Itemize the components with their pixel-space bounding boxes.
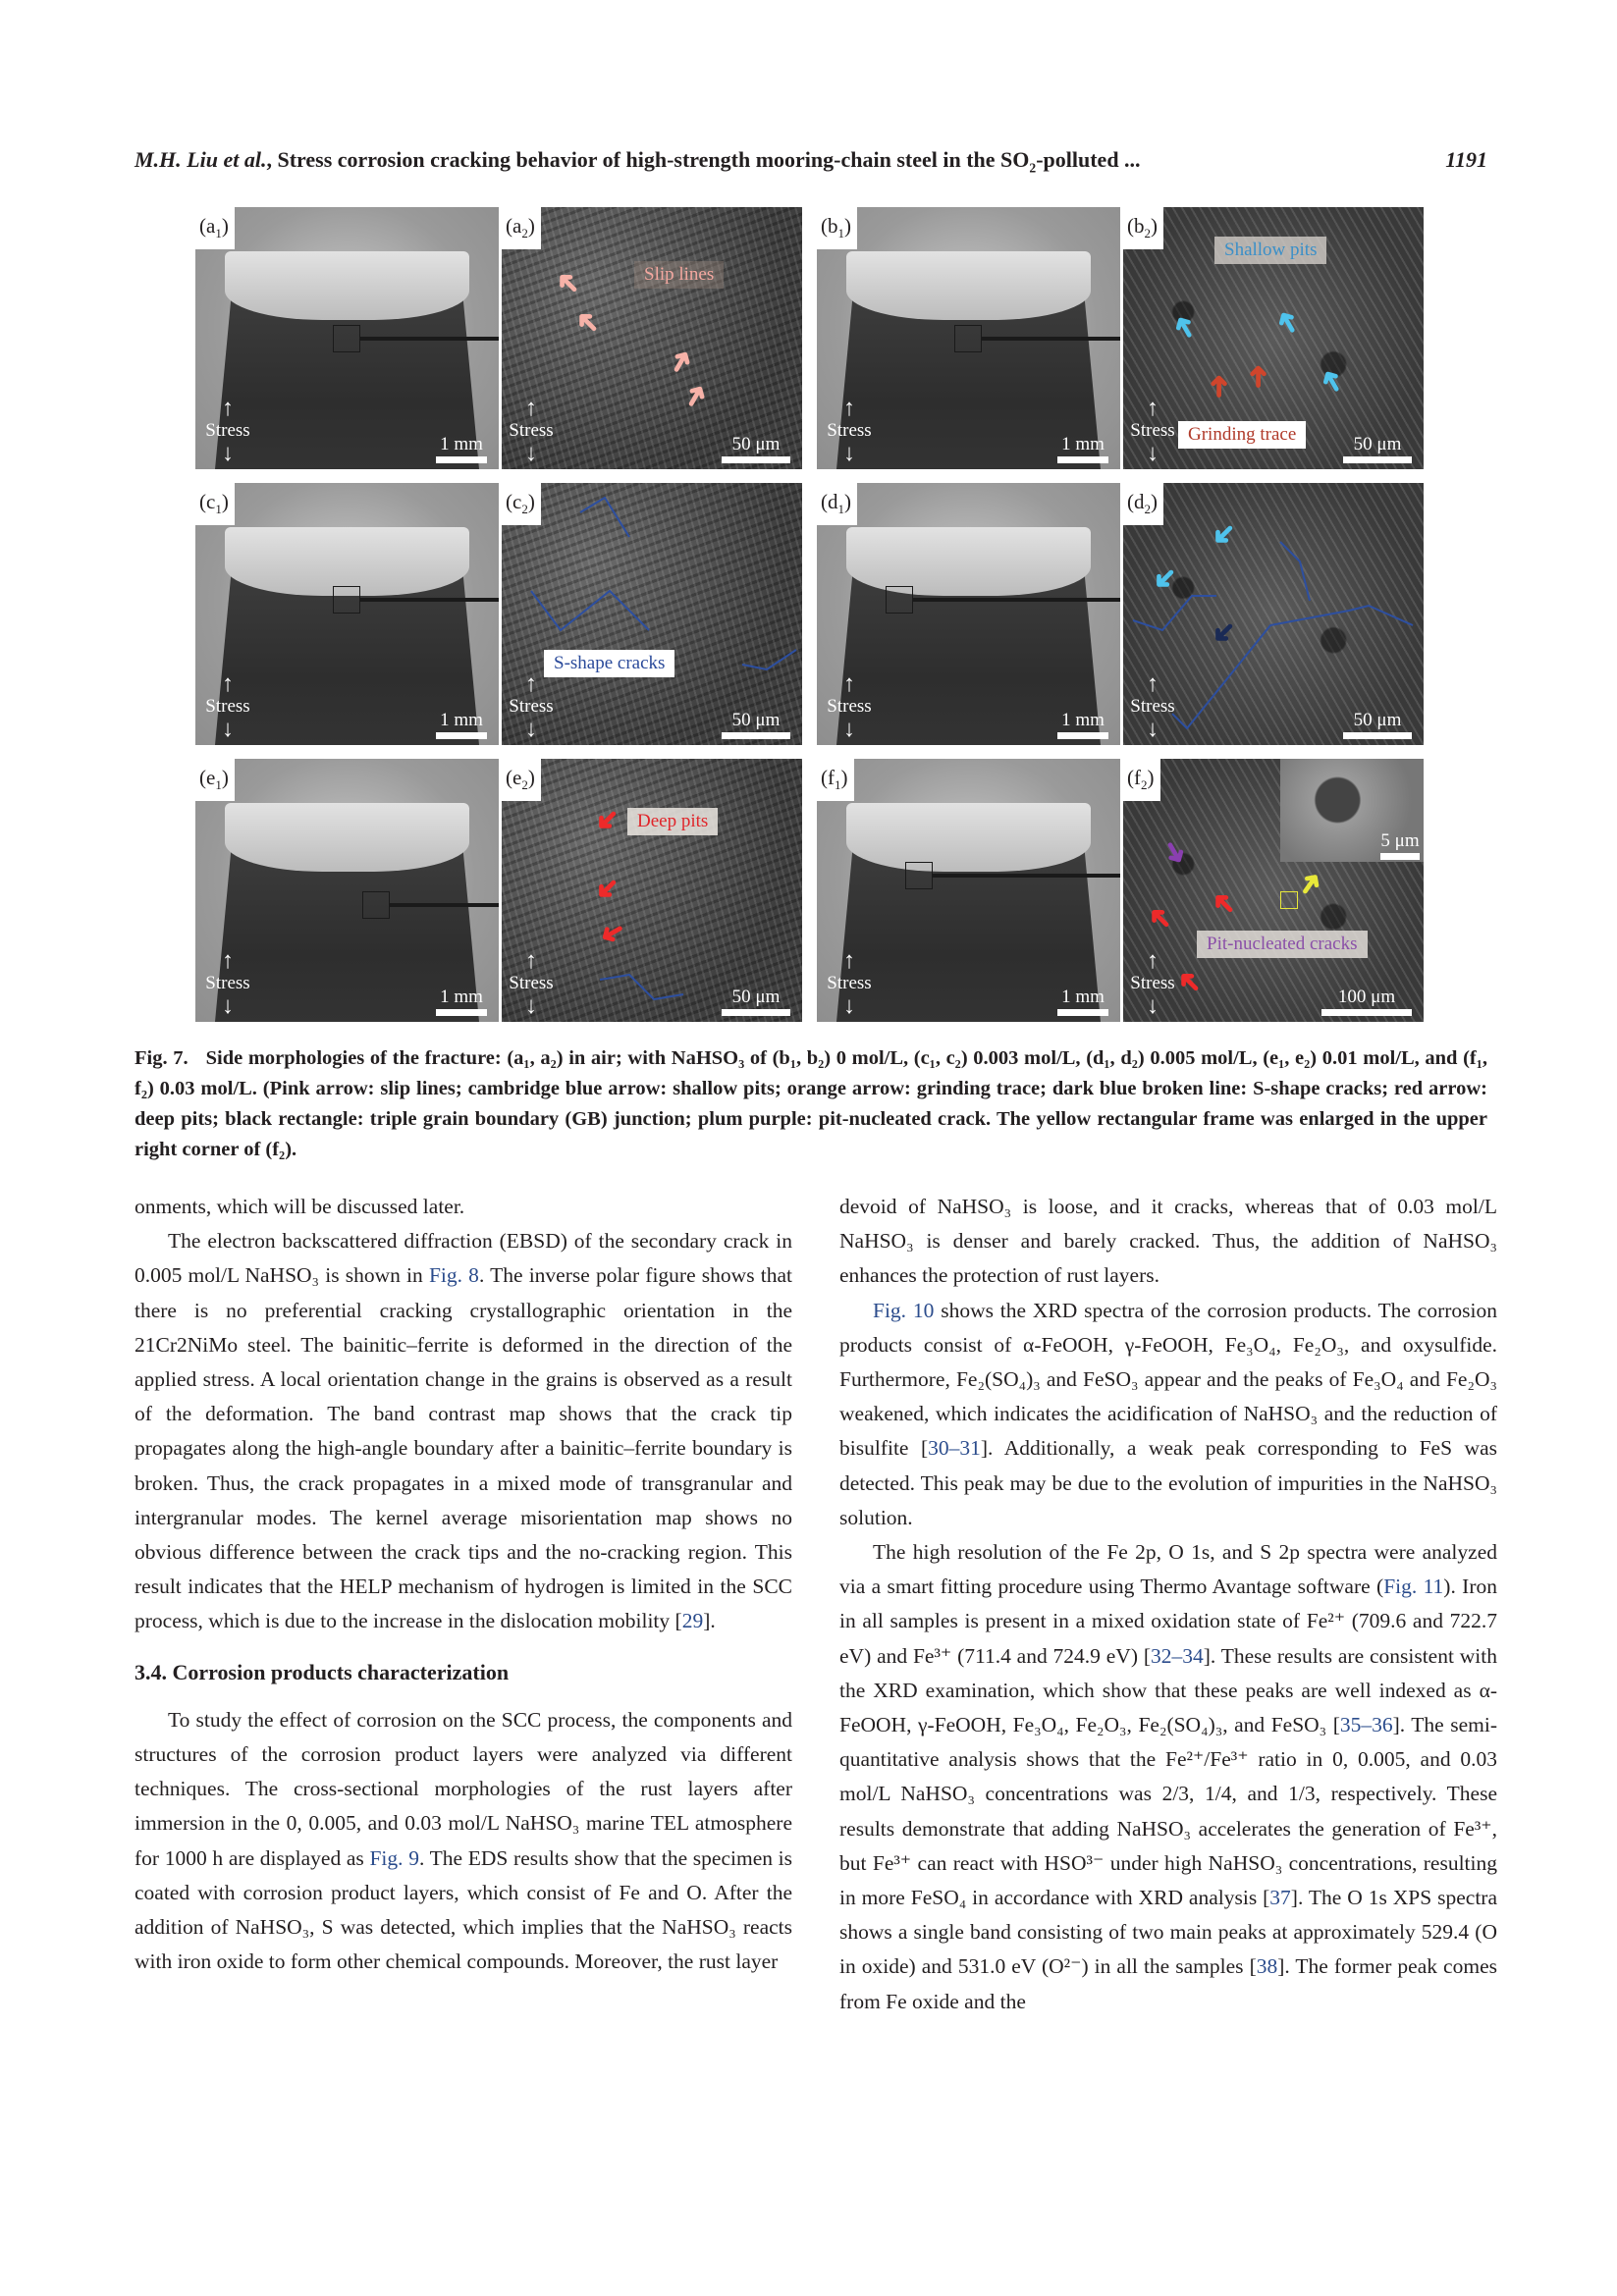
connector-line bbox=[390, 903, 499, 907]
fracture-surface bbox=[846, 251, 1091, 320]
panel-label: $(b_2)$ bbox=[1123, 207, 1163, 249]
arrow-up-icon: ↑ bbox=[222, 396, 234, 421]
panel-label: $(f_2)$ bbox=[1123, 759, 1160, 801]
arrow-down-icon: ↓ bbox=[1147, 717, 1159, 742]
scale-bar-label: 5 μm bbox=[1380, 830, 1420, 851]
annotation-label: Pit-nucleated cracks bbox=[1197, 931, 1368, 958]
crack-path bbox=[1280, 542, 1310, 601]
arrow-down-icon: ↓ bbox=[1147, 993, 1159, 1019]
stress-label: Stress bbox=[509, 696, 554, 717]
sem-panel-d2 bbox=[1123, 483, 1424, 745]
region-of-interest-box bbox=[954, 325, 982, 352]
scale-bar-label: 50 μm bbox=[731, 710, 781, 730]
annotation-arrow-icon: ➜ bbox=[1267, 303, 1309, 342]
figure-link[interactable]: Fig. 9 bbox=[369, 1845, 419, 1870]
arrow-up-icon: ↑ bbox=[843, 948, 855, 974]
panel-label: $(f_1)$ bbox=[817, 759, 854, 801]
stress-label: Stress bbox=[1130, 696, 1175, 717]
stress-label: Stress bbox=[205, 973, 250, 993]
annotation-label: S-shape cracks bbox=[544, 650, 674, 677]
annotation-label: Grinding trace bbox=[1178, 421, 1306, 449]
scale-bar bbox=[1057, 710, 1108, 739]
sem-panel-e1 bbox=[195, 759, 499, 1022]
arrow-down-icon: ↓ bbox=[843, 993, 855, 1019]
figure-link[interactable]: Fig. 11 bbox=[1383, 1575, 1444, 1599]
running-head-authors: M.H. Liu et al. bbox=[135, 147, 267, 172]
stress-direction-indicator bbox=[820, 949, 879, 1018]
stress-label: Stress bbox=[205, 420, 250, 441]
scale-bar bbox=[1057, 434, 1108, 463]
connector-line bbox=[913, 598, 1120, 602]
scale-bar-label: 1 mm bbox=[440, 434, 483, 454]
scale-bar-label: 50 μm bbox=[731, 434, 781, 454]
paragraph: The electron backscattered diffraction (EBSD) of the secondary crack in 0.005 mol/L NaHSO₃ is shown in Fig. 8. The inverse polar figure shows that there is no preferential cracking crystallographic orientation in the 21Cr2NiMo steel. The bainitic–ferrite is deformed in the direction of the applied stress. A local orientation change in the grains is observed as a result of the deformation. The band contrast map shows that the crack tip propagates along the high-angle boundary after a bainitic–ferrite boundary is broken. Thus, the crack propagates in a mixed mode of transgranular and intergranular modes. The kernel average misorientation map shows no obvious difference between the crack tips and the no-cracking region. This result indicates that the HELP mechanism of hydrogen is limited in the SCC process, which is due to the increase in the dislocation mobility [29]. bbox=[135, 1229, 792, 1633]
panel-label: $(a_1)$ bbox=[195, 207, 235, 249]
sem-panel-f1 bbox=[817, 759, 1120, 1022]
connector-line bbox=[360, 598, 499, 602]
running-head bbox=[135, 147, 1487, 177]
crack-path bbox=[742, 650, 796, 669]
citation-link[interactable]: 29 bbox=[681, 1609, 704, 1633]
stress-label: Stress bbox=[827, 420, 872, 441]
annotation-arrow-icon: ➜ bbox=[1163, 308, 1206, 347]
scale-bar bbox=[436, 434, 487, 463]
panel-label: $(d_2)$ bbox=[1123, 483, 1163, 525]
region-of-interest-box bbox=[905, 862, 933, 889]
sem-panel-c2 bbox=[502, 483, 802, 745]
arrow-up-icon: ↑ bbox=[1147, 671, 1159, 697]
annotation-arrow-icon: ➜ bbox=[1154, 833, 1196, 872]
annotation-arrow-icon: ➜ bbox=[1204, 612, 1245, 654]
citation-link[interactable]: 35–36 bbox=[1339, 1713, 1393, 1737]
figure-7 bbox=[195, 207, 1425, 1022]
scale-bar bbox=[1321, 987, 1412, 1016]
panel-label: $(c_2)$ bbox=[502, 483, 541, 525]
scale-bar-label: 1 mm bbox=[1061, 710, 1105, 730]
stress-direction-indicator bbox=[820, 397, 879, 465]
right-column bbox=[839, 1190, 1497, 2019]
panel-label: $(e_1)$ bbox=[195, 759, 235, 801]
stress-label: Stress bbox=[1130, 420, 1175, 441]
fracture-surface bbox=[225, 251, 469, 320]
paragraph: The high resolution of the Fe 2p, O 1s, and S 2p spectra were analyzed via a smart fitting procedure using Thermo Avantage software (Fig. 11). Iron in all samples is present in a mixed oxidation state of Fe²⁺ (709.6 and 722.7 eV) and Fe³⁺ (711.4 and 724.9 eV) [32–34]. These results are consistent with the XRD examination, which show that these peaks are well indexed as α-FeOOH, γ-FeOOH, Fe₃O₄, Fe₂O₃, Fe₂(SO₄)₃, and FeSO₃ [35–36]. The semi-quantitative analysis shows that the Fe²⁺/Fe³⁺ ratio in 0, 0.005, and 0.03 mol/L NaHSO₃ concentrations was 2/3, 1/4, and 1/3, respectively. These results demonstrate that adding NaHSO₃ accelerates the generation of Fe³⁺, but Fe³⁺ can react with HSO³⁻ under high NaHSO₃ concentrations, resulting in more FeSO₄ in accordance with XRD analysis [37]. The O 1s XPS spectra shows a single band consisting of two main peaks at approximately 529.4 (O in oxide) and 531.0 eV (O²⁻) in all the samples [38]. The former peak comes from Fe oxide and the bbox=[839, 1540, 1498, 2013]
left-column bbox=[135, 1190, 792, 1979]
sem-panel-f2 bbox=[1123, 759, 1424, 1022]
arrow-down-icon: ↓ bbox=[843, 441, 855, 466]
annotation-arrow-icon: ➜ bbox=[587, 868, 628, 910]
citation-link[interactable]: 32–34 bbox=[1150, 1643, 1204, 1668]
scale-bar bbox=[436, 987, 487, 1016]
stress-label: Stress bbox=[827, 973, 872, 993]
stress-direction-indicator bbox=[820, 672, 879, 741]
scale-bar-label: 1 mm bbox=[440, 710, 483, 730]
region-of-interest-box bbox=[333, 325, 360, 352]
panel-label: $(d_1)$ bbox=[817, 483, 857, 525]
stress-label: Stress bbox=[1130, 973, 1175, 993]
arrow-up-icon: ↑ bbox=[1147, 948, 1159, 974]
paragraph: devoid of NaHSO₃ is loose, and it cracks, whereas that of 0.03 mol/L NaHSO₃ is denser and barely cracked. Thus, the addition of NaHSO₃ enhances the protection of rust layers. bbox=[839, 1195, 1497, 1288]
panel-label: $(c_1)$ bbox=[195, 483, 235, 525]
region-of-interest-box bbox=[333, 586, 360, 614]
stress-label: Stress bbox=[205, 696, 250, 717]
figure-link[interactable]: Fig. 10 bbox=[873, 1298, 935, 1322]
annotation-arrow-icon: ➜ bbox=[1204, 513, 1245, 556]
annotation-arrow-icon: ➜ bbox=[660, 343, 702, 381]
fracture-surface bbox=[846, 803, 1091, 872]
figure-number: Fig. 7. bbox=[135, 1047, 189, 1069]
annotation-arrow-icon: ➜ bbox=[1242, 363, 1275, 390]
stress-direction-indicator bbox=[198, 949, 257, 1018]
paragraph: onments, which will be discussed later. bbox=[135, 1195, 465, 1218]
stress-label: Stress bbox=[827, 696, 872, 717]
arrow-up-icon: ↑ bbox=[525, 396, 537, 421]
stress-label: Stress bbox=[509, 973, 554, 993]
fracture-surface bbox=[225, 803, 469, 872]
stress-direction-indicator bbox=[502, 397, 561, 465]
inset-scale-bar bbox=[1380, 830, 1420, 860]
sem-panel-d1 bbox=[817, 483, 1120, 745]
annotation-arrow-icon: ➜ bbox=[1140, 897, 1181, 939]
citation-link[interactable]: 30–31 bbox=[928, 1436, 981, 1461]
arrow-down-icon: ↓ bbox=[1147, 441, 1159, 466]
scale-bar-label: 1 mm bbox=[440, 987, 483, 1007]
annotation-arrow-icon: ➜ bbox=[1169, 961, 1211, 1003]
arrow-down-icon: ↓ bbox=[525, 441, 537, 466]
scale-bar bbox=[1057, 987, 1108, 1016]
arrow-down-icon: ↓ bbox=[525, 993, 537, 1019]
paragraph: Fig. 10 shows the XRD spectra of the corrosion products. The corrosion products consist of α-FeOOH, γ-FeOOH, Fe₃O₄, Fe₂O₃, and oxysulfide. Furthermore, Fe₂(SO₄)₃ and FeSO₃ appear and the peaks of Fe₃O₄ and Fe₂O₃ weakened, which indicates the acidification of NaHSO₃ and the reduction of bisulfite [30–31]. Additionally, a weak peak corresponding to FeS was detected. This peak may be due to the evolution of impurities in the NaHSO₃ solution. bbox=[839, 1298, 1497, 1529]
arrow-up-icon: ↑ bbox=[222, 948, 234, 974]
scale-bar bbox=[1343, 434, 1412, 463]
annotation-arrow-icon: ➜ bbox=[567, 301, 609, 344]
connector-line bbox=[933, 874, 1120, 878]
crack-path-overlay bbox=[1123, 483, 1424, 745]
arrow-down-icon: ↓ bbox=[222, 441, 234, 466]
crack-path-overlay bbox=[502, 483, 802, 745]
arrow-down-icon: ↓ bbox=[525, 717, 537, 742]
scale-bar-label: 100 μm bbox=[1337, 987, 1396, 1007]
fracture-surface bbox=[846, 527, 1091, 596]
arrow-up-icon: ↑ bbox=[1147, 396, 1159, 421]
annotation-label: Shallow pits bbox=[1214, 237, 1326, 264]
arrow-down-icon: ↓ bbox=[843, 717, 855, 742]
annotation-label: Deep pits bbox=[627, 808, 718, 835]
stress-direction-indicator bbox=[1123, 397, 1182, 465]
scale-bar bbox=[436, 710, 487, 739]
annotation-label: Slip lines bbox=[634, 261, 724, 289]
running-head-title: , Stress corrosion cracking behavior of high-strength mooring-chain steel in the $SO_2$-polluted ... bbox=[266, 147, 1141, 176]
caption-text: Side morphologies of the fracture: (a₁, a₂) in air; with NaHSO₃ of (b₁, b₂) 0 mol/L, (c₁, c₂) 0.003 mol/L, (d₁, d₂) 0.005 mol/L, (e₁, e₂) 0.01 mol/L, and (f₁, f₂) 0.03 mol/L. (Pink arrow: slip lines; cambridge blue arrow: shallow pits; orange arrow: grinding trace; dark blue broken line: S-shape cracks; red arrow: deep pits; black rectangle: triple grain boundary (GB) junction; plum purple: pit-nucleated crack. The yellow rectangular frame was enlarged in the upper right corner of (f₂). bbox=[135, 1047, 1488, 1160]
paragraph: To study the effect of corrosion on the SCC process, the components and structures of the corrosion product layers were analyzed via different techniques. The cross-sectional morphologies of the rust layers after immersion in the 0, 0.005, and 0.03 mol/L NaHSO₃ marine TEL atmosphere for 1000 h are displayed as Fig. 9. The EDS results show that the specimen is coated with corrosion product layers, which consist of Fe and O. After the addition of NaHSO₃, S was detected, which implies that the NaHSO₃ reacts with iron oxide to form other chemical compounds. Moreover, the rust layer bbox=[135, 1707, 793, 1974]
crack-path-overlay bbox=[502, 759, 802, 1021]
panel-label: $(a_2)$ bbox=[502, 207, 541, 249]
arrow-up-icon: ↑ bbox=[525, 671, 537, 697]
scale-bar-label: 50 μm bbox=[731, 987, 781, 1007]
scale-bar-label: 50 μm bbox=[1353, 710, 1402, 730]
region-of-interest-box bbox=[362, 891, 390, 919]
annotation-arrow-icon: ➜ bbox=[1311, 362, 1353, 400]
arrow-up-icon: ↑ bbox=[843, 671, 855, 697]
scale-bar-label: 1 mm bbox=[1061, 987, 1105, 1007]
yellow-frame bbox=[1280, 891, 1298, 909]
sem-panel-b1 bbox=[817, 207, 1120, 469]
annotation-arrow-icon: ➜ bbox=[1204, 882, 1245, 925]
panel-label: $(e_2)$ bbox=[502, 759, 541, 801]
figure-link[interactable]: Fig. 8 bbox=[428, 1263, 479, 1288]
scale-bar-label: 1 mm bbox=[1061, 434, 1105, 454]
stress-direction-indicator bbox=[198, 397, 257, 465]
arrow-down-icon: ↓ bbox=[222, 717, 234, 742]
annotation-arrow-icon: ➜ bbox=[1145, 558, 1186, 600]
scale-bar-label: 50 μm bbox=[1353, 434, 1402, 454]
magnified-inset bbox=[1280, 759, 1424, 862]
sem-panel-a1 bbox=[195, 207, 499, 469]
sem-panel-b2 bbox=[1123, 207, 1424, 469]
figure-caption bbox=[135, 1043, 1487, 1165]
arrow-up-icon: ↑ bbox=[222, 671, 234, 697]
citation-link[interactable]: 38 bbox=[1256, 1954, 1278, 1979]
section-heading: 3.4. Corrosion products characterization bbox=[135, 1659, 510, 1684]
annotation-arrow-icon: ➜ bbox=[587, 799, 628, 841]
crack-path bbox=[600, 975, 683, 999]
arrow-up-icon: ↑ bbox=[843, 396, 855, 421]
annotation-arrow-icon: ➜ bbox=[674, 377, 717, 415]
panel-label: $(b_1)$ bbox=[817, 207, 857, 249]
connector-line bbox=[982, 337, 1120, 341]
connector-line bbox=[360, 337, 499, 341]
annotation-arrow-icon: ➜ bbox=[1203, 373, 1236, 400]
stress-direction-indicator bbox=[198, 672, 257, 741]
region-of-interest-box bbox=[886, 586, 913, 614]
arrow-up-icon: ↑ bbox=[525, 948, 537, 974]
citation-link[interactable]: 37 bbox=[1269, 1886, 1291, 1910]
annotation-arrow-icon: ➜ bbox=[548, 262, 589, 304]
page-number: 1191 bbox=[1445, 147, 1487, 172]
annotation-arrow-icon: ➜ bbox=[593, 912, 631, 954]
sem-panel-e2 bbox=[502, 759, 802, 1022]
scale-bar bbox=[722, 434, 790, 463]
arrow-down-icon: ↓ bbox=[222, 993, 234, 1019]
sem-panel-c1 bbox=[195, 483, 499, 745]
sem-panel-a2 bbox=[502, 207, 802, 469]
stress-label: Stress bbox=[509, 420, 554, 441]
annotation-arrow-icon: ➜ bbox=[1289, 864, 1331, 904]
